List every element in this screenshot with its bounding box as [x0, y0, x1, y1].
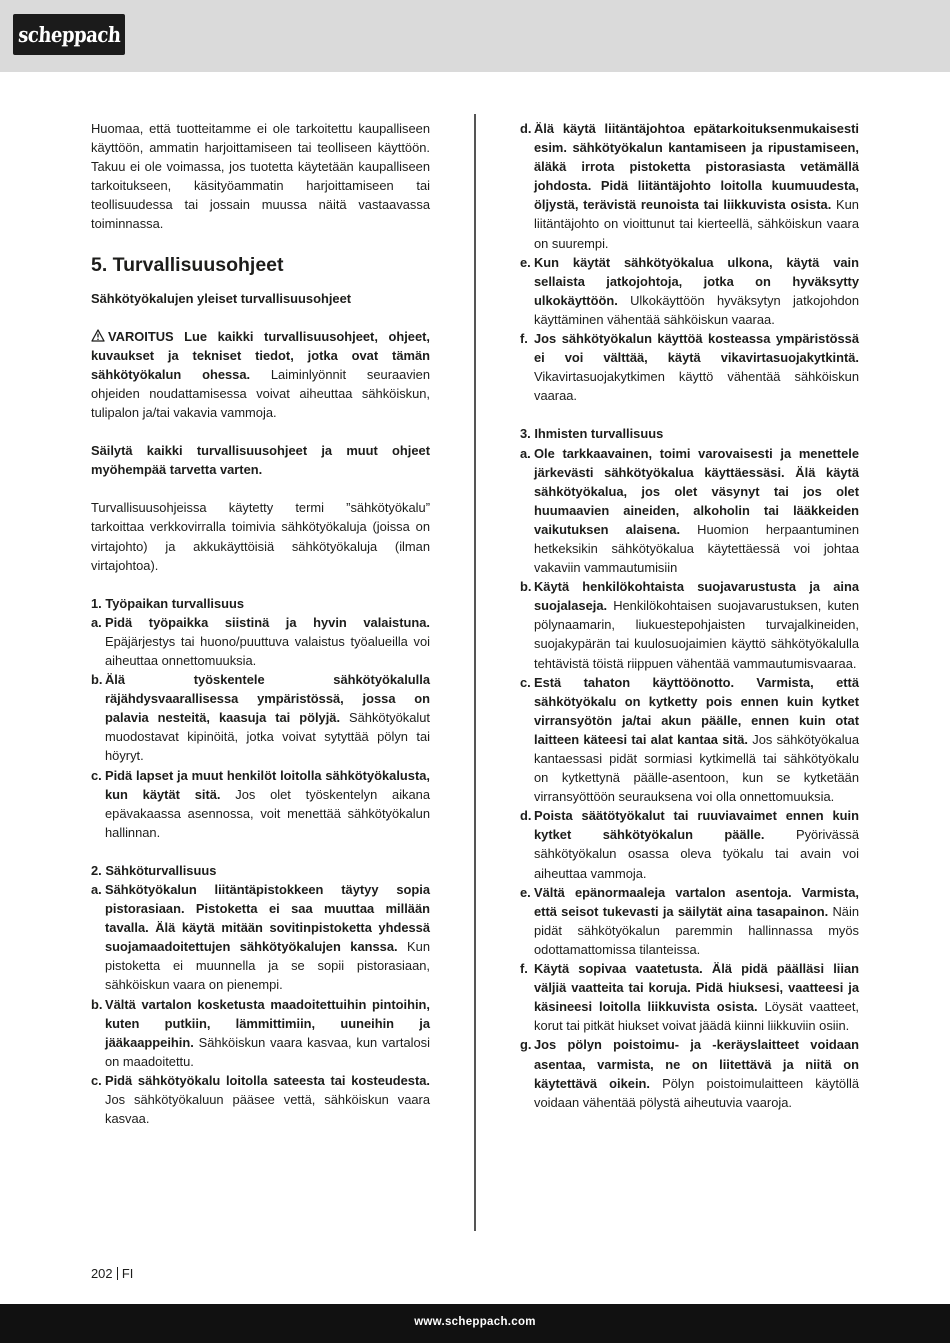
- list-item-bold-text: Kun käytät sähkötyökalua ulkona, käytä vain sellaista jatkojohtoja, jotka on hyväksytty ulkokäyttöön.: [534, 254, 859, 308]
- list-item-body: [105, 880, 430, 995]
- list-item: [520, 673, 859, 807]
- list-item-body: [534, 883, 859, 959]
- list-item-body: [534, 577, 859, 672]
- general-safety-heading: Sähkötyökalujen yleiset turvallisuusohjeet: [91, 290, 352, 306]
- page-footer: [91, 1266, 133, 1281]
- list-item-text: Jos sähkötyökaluun pääsee vettä, sähköiskun vaara kasvaa.: [105, 1092, 430, 1127]
- list-item-text: Sähkötyökalut muodostavat kipinöitä, jotka voivat sytyttää pölyn tai höyryt.: [105, 710, 431, 764]
- personal-safety-heading: 3. Ihmisten turvallisuus: [520, 426, 664, 442]
- brand-logo: [13, 14, 125, 55]
- list-item-label: c.: [91, 1072, 102, 1088]
- list-item-body: [534, 959, 859, 1035]
- list-item-text: Kun pistoketta ei muunnella ja se sopii pistorasiaan, sähköiskun vaara on pienempi.: [105, 939, 430, 993]
- list-item-body: [534, 329, 859, 405]
- list-item: [520, 329, 859, 405]
- list-item-body: [105, 1071, 430, 1128]
- list-item-bold-text: Estä tahaton käyttöönotto. Varmista, että sähkötyökalu on kytketty pois ennen kuin kytket virransyötön ja/tai akun päälle, ennen kuin otat laitteen käteesi tai alat kantaa sitä.: [534, 674, 859, 747]
- list-item-body: [534, 444, 859, 578]
- list-item-body: [534, 1035, 859, 1111]
- list-item-label: g.: [520, 1037, 532, 1053]
- list-item-bold-text: Vältä epänormaaleja vartalon asentoja. Varmista, että seisot tukevasti ja säilytät aina tasapainon.: [534, 884, 859, 919]
- list-item-label: a.: [91, 882, 102, 897]
- list-item: [520, 577, 859, 672]
- list-item-body: [105, 613, 430, 670]
- list-item: [520, 806, 859, 882]
- website-link[interactable]: www.scheppach.com: [414, 1316, 536, 1328]
- list-item-body: [534, 253, 859, 329]
- list-item-text: Kun liitäntäjohto on vioittunut tai kierteellä, sähköiskun vaara on suurempi.: [534, 197, 859, 251]
- personal-safety-list: [520, 444, 859, 1112]
- list-item-label: f.: [520, 961, 528, 977]
- list-item-bold-text: Älä käytä liitäntäjohtoa epätarkoituksenmukaisesti esim. sähkötyökalun kantamiseen ja ripustamiseen, äläkä irrota pistoketta pistorasiasta vetämällä johdosta. Pidä liitäntäjohto loitolla kuumuudesta, öljystä, terävistä reunoista tai liikkuvista osista.: [534, 121, 859, 213]
- electrical-safety-list: [91, 880, 430, 1128]
- list-item: [520, 959, 859, 1035]
- footer-band: [0, 1304, 950, 1343]
- workplace-safety-list: [91, 613, 430, 842]
- warning-text: Laiminlyönnit seuraavien ohjeiden noudattamisessa voivat aiheuttaa sähköiskun, tulipalon ja/tai vakavia vammoja.: [91, 366, 430, 421]
- list-item-body: [534, 119, 859, 253]
- list-item: [91, 995, 430, 1071]
- page-number: 202: [91, 1266, 113, 1281]
- list-item: [520, 253, 859, 329]
- list-item: [91, 670, 430, 765]
- list-item-text: Pölyn poistoimulaitteen käytöllä voidaan vähentää pölystä aiheutuvia vaaroja.: [534, 1075, 859, 1110]
- list-item-bold-text: Jos pölyn poistoimu- ja -keräyslaitteet voidaan asentaa, varmista, ne on liitettävä ja niitä on käytettävä oikein.: [534, 1037, 859, 1091]
- workplace-safety-heading: 1. Työpaikan turvallisuus: [91, 595, 245, 611]
- list-item-label: c.: [520, 674, 531, 690]
- right-column: [520, 119, 859, 1112]
- list-item-label: c.: [91, 767, 102, 783]
- list-item-bold-text: Poista säätötyökalut tai ruuviavaimet ennen kuin kytket sähkötyökalun päälle.: [534, 808, 859, 843]
- electrical-safety-list-continued: [520, 119, 859, 405]
- list-item-body: [534, 673, 859, 807]
- list-item-text: Löysät vaatteet, korut tai pitkät hiukset voivat jäädä kiinni liikkuviin osiin.: [534, 999, 860, 1034]
- list-item: [520, 1035, 859, 1111]
- list-item-label: a.: [520, 445, 531, 461]
- list-item-body: [105, 670, 430, 765]
- language-code: FI: [121, 1266, 134, 1281]
- list-item-label: b.: [91, 996, 103, 1012]
- list-item-label: d.: [520, 121, 532, 136]
- list-item-bold-text: Käytä henkilökohtaista suojavarustusta ja aina suojalaseja.: [534, 579, 859, 614]
- footer-separator: [117, 1267, 118, 1280]
- warning-paragraph: [91, 327, 430, 422]
- list-item: [520, 119, 859, 253]
- list-item-bold-text: Jos sähkötyökalun käyttöä kosteassa ympäristössä ei voi välttää, käytä vikavirtasuojakytkintä.: [534, 331, 859, 366]
- list-item-label: a.: [91, 614, 102, 630]
- list-item: [91, 766, 430, 842]
- list-item-bold-text: Älä työskentele sähkötyökalulla räjähdysvaarallisessa ympäristössä, jossa on palavia nesteitä, kaasuja tai pölyjä.: [105, 672, 430, 726]
- list-item-text: Vikavirtasuojakytkimen käyttö vähentää sähköiskun vaaraa.: [534, 369, 859, 404]
- list-item-bold-text: Vältä vartalon kosketusta maadoitettuihin pintoihin, kuten putkiin, lämmittimiin, uuneihin ja jääkaappeihin.: [105, 996, 430, 1050]
- list-item-text: Epäjärjestys tai huono/puuttuva valaistus työalueilla voi aiheuttaa onnettomuuksia.: [105, 633, 430, 668]
- header-band: [0, 0, 950, 72]
- intro-paragraph: Huomaa, että tuotteitamme ei ole tarkoitettu kaupalliseen käyttöön, ammatin harjoittamiseen tai teolliseen käyttöön. Takuu ei ole voimassa, jos tuotetta käytetään kaupalliseen tarkoitukseen, käsityöammatin harjoittamiseen tai teollisuudessa tai jossain muussa näitä vastaavassa toiminnassa.: [91, 121, 430, 232]
- warning-bold-text: VAROITUS Lue kaikki turvallisuusohjeet, ohjeet, kuvaukset ja tekniset tiedot, jotka ovat tämän sähkötyökalun ohessa.: [91, 328, 430, 382]
- list-item-body: [105, 766, 430, 842]
- list-item: [91, 613, 430, 670]
- left-column: [91, 119, 430, 1128]
- column-divider: [474, 114, 476, 1231]
- list-item-text: Jos sähkötyökalua kantaessasi pidät sormiasi kytkimellä tai sähkötyökalu on kytkettynä päälle-asentoon, kun se kytketään virransyöttöön seurauksena voi olla onnettomuuksia.: [534, 731, 859, 805]
- list-item-body: [105, 995, 430, 1071]
- warning-triangle-icon: [91, 329, 105, 342]
- list-item-body: [534, 806, 859, 882]
- section-title: 5. Turvallisuusohjeet: [91, 253, 284, 276]
- list-item: [520, 883, 859, 959]
- list-item-label: d.: [520, 808, 532, 824]
- brand-logo-text: scheppach: [17, 22, 121, 47]
- list-item-bold-text: Pidä työpaikka siistinä ja hyvin valaistuna.: [105, 614, 430, 630]
- list-item-bold-text: Pidä lapset ja muut henkilöt loitolla sähkötyökalusta, kun käytät sitä.: [105, 767, 430, 802]
- list-item-label: b.: [91, 672, 103, 688]
- list-item: [520, 444, 859, 578]
- list-item-label: e.: [520, 254, 531, 270]
- list-item-text: Jos olet työskentelyn aikana epävakaassa asennossa, voit menettää sähkötyökalun hallinnan.: [105, 786, 431, 840]
- list-item-text: Sähköiskun vaara kasvaa, kun vartalosi on maadoitettu.: [105, 1034, 430, 1069]
- keep-instructions-text: Säilytä kaikki turvallisuusohjeet ja muut ohjeet myöhempää tarvetta varten.: [91, 443, 430, 478]
- list-item-bold-text: Ole tarkkaavainen, toimi varovaisesti ja menettele järkevästi sähkötyökalua käyttäessäsi. Älä käytä sähkötyökalua, jos olet väsynyt tai jos olet huumaavien aineiden, alkoholin tai lääkkeiden vaikutuksen alaisena.: [534, 445, 859, 537]
- electrical-safety-heading: 2. Sähköturvallisuus: [91, 862, 217, 878]
- list-item: [91, 1071, 430, 1128]
- list-item-bold-text: Käytä sopivaa vaatetusta. Älä pidä päälläsi liian väljiä vaatteita tai koruja. Pidä hiuksesi, vaatteesi ja käsineesi loitolla liikkuvista osista.: [534, 961, 859, 1015]
- list-item: [91, 880, 430, 995]
- list-item-text: Huomion herpaantuminen hetkeksikin sähkötyökalua käytettäessä voi johtaa vakaviin vammautumisiin: [534, 521, 859, 576]
- list-item-text: Henkilökohtaisen suojavarustuksen, kuten pölynaamarin, liukuestepohjaisten turvajalkineiden, suojakypärän tai kuulosuojaimien käyttö sähkötyökalulla tehtävistä töistä riippuen vähentää vammautumisvaaraa.: [534, 598, 859, 671]
- list-item-label: e.: [520, 884, 531, 900]
- list-item-text: Ulkokäyttöön hyväksytyn jatkojohdon käyttäminen vähentää sähköiskun vaaraa.: [534, 292, 859, 327]
- list-item-text: Pyörivässä sähkötyökalun osassa oleva työkalu tai avain voi aiheuttaa vammoja.: [534, 827, 860, 881]
- list-item-label: b.: [520, 579, 532, 595]
- list-item-text: Näin pidät sähkötyökalun paremmin hallinnassa myös odottamattomissa tilanteissa.: [534, 903, 860, 957]
- list-item-bold-text: Sähkötyökalun liitäntäpistokkeen täytyy sopia pistorasiaan. Pistoketta ei saa muuttaa millään tavalla. Älä käytä mitään sovitinpistoketta yhdessä suojamaadoitettujen sähkötyökalujen kanssa.: [105, 882, 430, 955]
- term-definition-paragraph: Turvallisuusohjeissa käytetty termi ”sähkötyökalu” tarkoittaa verkkovirralla toimivia sähkötyökaluja (joissa on virtajohto) ja akkukäyttöisiä sähkötyökaluja (ilman virtajohtoa).: [91, 500, 430, 573]
- list-item-bold-text: Pidä sähkötyökalu loitolla sateesta tai kosteudesta.: [105, 1072, 430, 1088]
- list-item-label: f.: [520, 331, 528, 347]
